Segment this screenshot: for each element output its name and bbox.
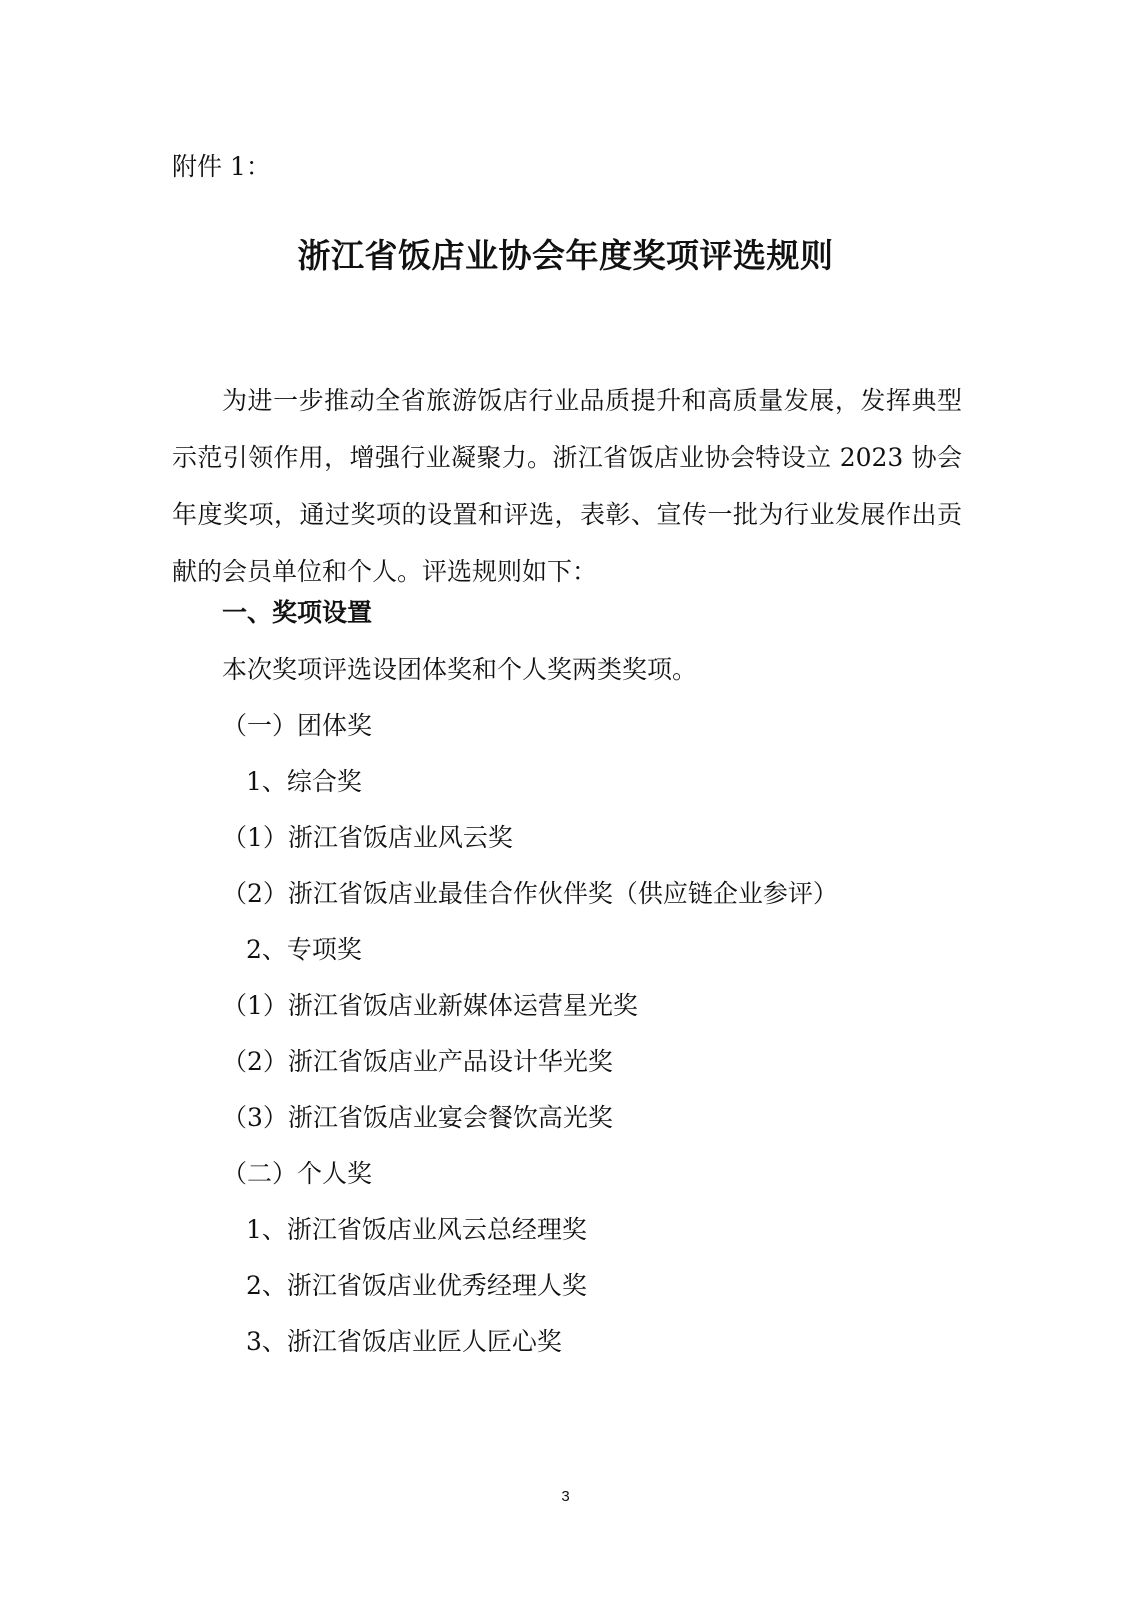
group-award-label: （一）团体奖 [222,711,373,740]
page-number: 3 [561,1488,570,1505]
intro-paragraph: 为进一步推动全省旅游饭店行业品质提升和高质量发展，发挥典型示范引领作用，增强行业凝聚力。浙江省饭店业协会特设立 2023 协会年度奖项，通过奖项的设置和评选，表彰、宣传一批为行业发展作出贡献的会员单位和个人。评选规则如下： [172,386,962,586]
section-heading-award-setup: 一、奖项设置 [222,598,373,627]
list-item: （1）浙江省饭店业风云奖 [222,823,513,852]
list-item: 3、浙江省饭店业匠人匠心奖 [246,1327,562,1356]
list-item: 2、浙江省饭店业优秀经理人奖 [246,1271,587,1300]
attachment-label: 附件 1： [172,152,271,181]
individual-award-label: （二）个人奖 [222,1159,373,1188]
special-award-label: 2、专项奖 [246,935,362,964]
section-summary: 本次奖项评选设团体奖和个人奖两类奖项。 [222,655,698,684]
list-item: （3）浙江省饭店业宴会餐饮高光奖 [222,1103,613,1132]
list-item: （1）浙江省饭店业新媒体运营星光奖 [222,991,638,1020]
comprehensive-award-label: 1、综合奖 [246,767,362,796]
list-item: （2）浙江省饭店业最佳合作伙伴奖（供应链企业参评） [222,879,838,908]
document-title: 浙江省饭店业协会年度奖项评选规则 [297,236,834,275]
list-item: （2）浙江省饭店业产品设计华光奖 [222,1047,613,1076]
list-item: 1、浙江省饭店业风云总经理奖 [246,1215,587,1244]
